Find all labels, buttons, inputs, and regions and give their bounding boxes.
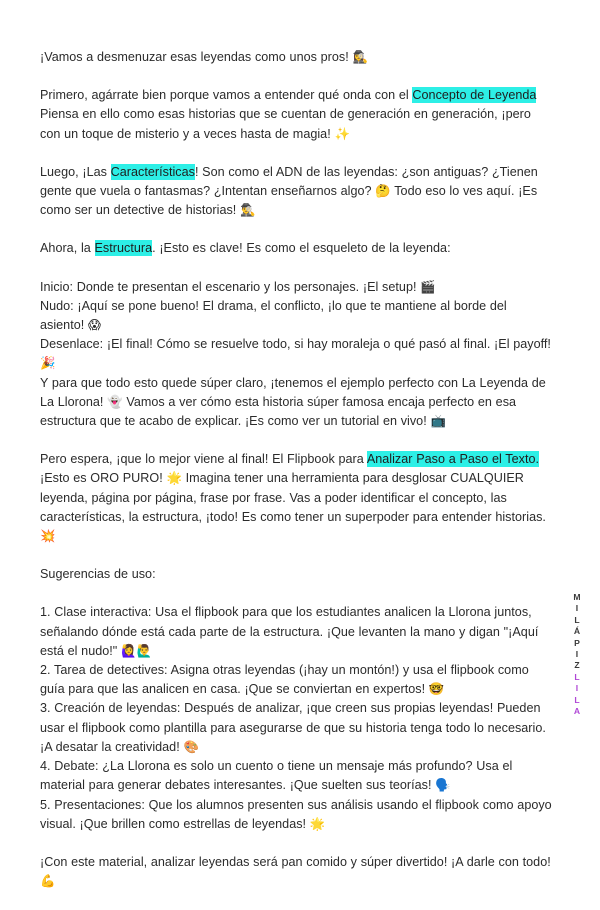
artist-palette-icon: 🎨 [183,738,199,754]
watermark-letter-a: A [573,706,581,717]
suggestion-3-number: 3. [40,701,51,716]
glowing-star-icon-2: 🌟 [309,815,326,831]
heading-sugerencias [40,565,552,584]
watermark-letter-z: Z [574,660,580,671]
paragraph-intro-text: ¡Vamos a desmenuzar esas leyendas como unos pros! [40,50,349,64]
paragraph-intro [40,48,552,67]
clapper-board-icon: 🎬 [420,278,436,294]
watermark-letter-i2: I [575,649,579,660]
suggestion-2-number: 2. [40,663,51,678]
suggestion-1-number: 1. [40,605,51,620]
highlight-concepto-de-leyenda: Concepto de Leyenda [412,88,537,103]
paragraph-caracteristicas [40,163,552,221]
highlight-analizar-paso-a-paso: Analizar Paso a Paso el Texto. [366,452,540,467]
structure-desenlace-text: Desenlace: ¡El final! Cómo se resuelve todo, si hay moraleja o qué pasó al final. ¡El payoff! [40,337,551,352]
paragraph-concepto-lead: Primero, agárrate bien porque vamos a entender qué onda con el [40,88,413,103]
watermark-letter-l2: L [574,671,580,682]
suggestion-4-number: 4. [40,759,51,774]
collision-icon: 💥 [40,528,56,544]
heading-sugerencias-text: Sugerencias de uso: [40,567,156,582]
highlight-caracteristicas: Características [110,164,195,179]
glowing-star-icon: 🌟 [166,470,182,486]
highlight-estructura: Estructura [94,241,153,256]
sparkles-icon: ✨ [334,125,350,141]
paragraph-closing [40,853,552,891]
paragraph-flipbook-lead: Pero espera, ¡que lo mejor viene al final! El Flipbook para [40,452,367,467]
party-popper-icon: 🎉 [40,355,56,371]
document-text-body [40,48,552,910]
paragraph-concepto-tail: Piensa en ello como esas historias que se cuentan de generación en generación, ¡pero con un toque de misterio y a veces hasta de magia! [40,107,531,141]
structure-nudo-text: Nudo: ¡Aquí se pone bueno! El drama, el conflicto, ¡lo que te mantiene al borde del asiento! [40,298,507,333]
suggestion-5-number: 5. [40,797,51,812]
television-icon: 📺 [430,413,446,429]
paragraph-caracteristicas-tail: Todo eso lo ves aquí. ¡Es como ser un detective de historias! [40,184,538,218]
raising-hand-icons-1: 🙋‍♀️🙋‍♂️ [121,642,152,658]
watermark-letter-i3: I [575,683,579,694]
suggestion-3-text: Creación de leyendas: Después de analizar, ¡que creen sus propias leyendas! Pueden usar el flipbook como plantilla para asegurarse de que su historia tenga todo lo necesario. ¡A desatar la creatividad! [40,701,546,754]
structure-ejemplo-text-b: Vamos a ver cómo esta historia súper famosa encaja perfecto en esa estructura que te acabo de explicar. ¡Es como ver un tutorial en vivo! [40,394,517,429]
suggestion-5-text: Presentaciones: Que los alumnos presenten sus análisis usando el flipbook como apoyo visual. ¡Que brillen como estrellas de leyendas! [40,797,552,831]
paragraph-estructura [40,239,552,258]
watermark-letter-l3: L [574,694,580,705]
paragraph-estructura-tail: . ¡Esto es clave! Es como el esqueleto de la leyenda: [152,241,451,256]
paragraph-concepto [40,86,552,144]
detective-female-icon: 🕵️‍♀️ [352,49,368,64]
watermark-letter-l1: L [574,614,580,625]
ghost-icon: 👻 [107,393,123,409]
paragraph-closing-text: ¡Con este material, analizar leyendas será pan comido y súper divertido! ¡A darle con todo! [40,854,551,869]
structure-ejemplo-text-a: Y para que todo esto quede súper claro, ¡tenemos el ejemplo perfecto con La Leyenda de La Llorona! [40,375,546,409]
watermark-milapiz-lila [562,592,592,717]
suggestions-list [40,603,552,833]
suggestion-4-text: Debate: ¿La Llorona es solo un cuento o tiene un mensaje más profundo? Usa el material para generar debates interesantes. ¡Que suelten sus teorías! [40,759,513,793]
watermark-letter-i1: I [575,603,579,614]
paragraph-estructura-lead: Ahora, la [40,241,95,256]
suggestion-1-text: Clase interactiva: Usa el flipbook para que los estudiantes analicen la Llorona juntos, señalando dónde está cada parte de la estructura. ¡Que levanten la mano y digan "¡Aquí está el nudo!" [40,605,539,658]
paragraph-flipbook [40,450,552,546]
structure-breakdown-block [40,278,552,432]
paragraph-caracteristicas-mid: ! Son como el ADN de las leyendas: ¿son antiguas? ¿Tienen gente que vuela o fantasmas? ¿Intentan enseñarnos algo? [40,164,538,199]
paragraph-flipbook-tail: Imagina tener una herramienta para desglosar CUALQUIER leyenda, página por página, frase por frase. Vas a poder identificar el concepto, las características, la estructura, ¡todo! Es como tener un superpoder para entender historias. [40,471,546,524]
watermark-letter-a-acute: Á [573,626,581,637]
watermark-letter-m: M [573,592,581,602]
detective-male-icon: 🕵️‍♂️ [240,202,256,218]
thinking-face-icon: 🤔 [375,183,391,199]
speaking-head-icon: 🗣️ [435,777,451,793]
suggestion-2-text: Tarea de detectives: Asigna otras leyendas (¡hay un montón!) y usa el flipbook como guía para que las analicen en casa. ¡Que se conviertan en expertos! [40,663,529,697]
screaming-face-icon: 😱 [88,317,101,333]
nerd-face-icon: 🤓 [428,681,445,697]
watermark-letter-p: P [574,637,580,648]
structure-inicio-text: Inicio: Donde te presentan el escenario y los personajes. ¡El setup! [40,279,417,294]
paragraph-caracteristicas-lead: Luego, ¡Las [40,164,111,179]
paragraph-flipbook-mid: ¡Esto es ORO PURO! [40,471,167,486]
flexed-biceps-icon: 💪 [40,873,56,889]
